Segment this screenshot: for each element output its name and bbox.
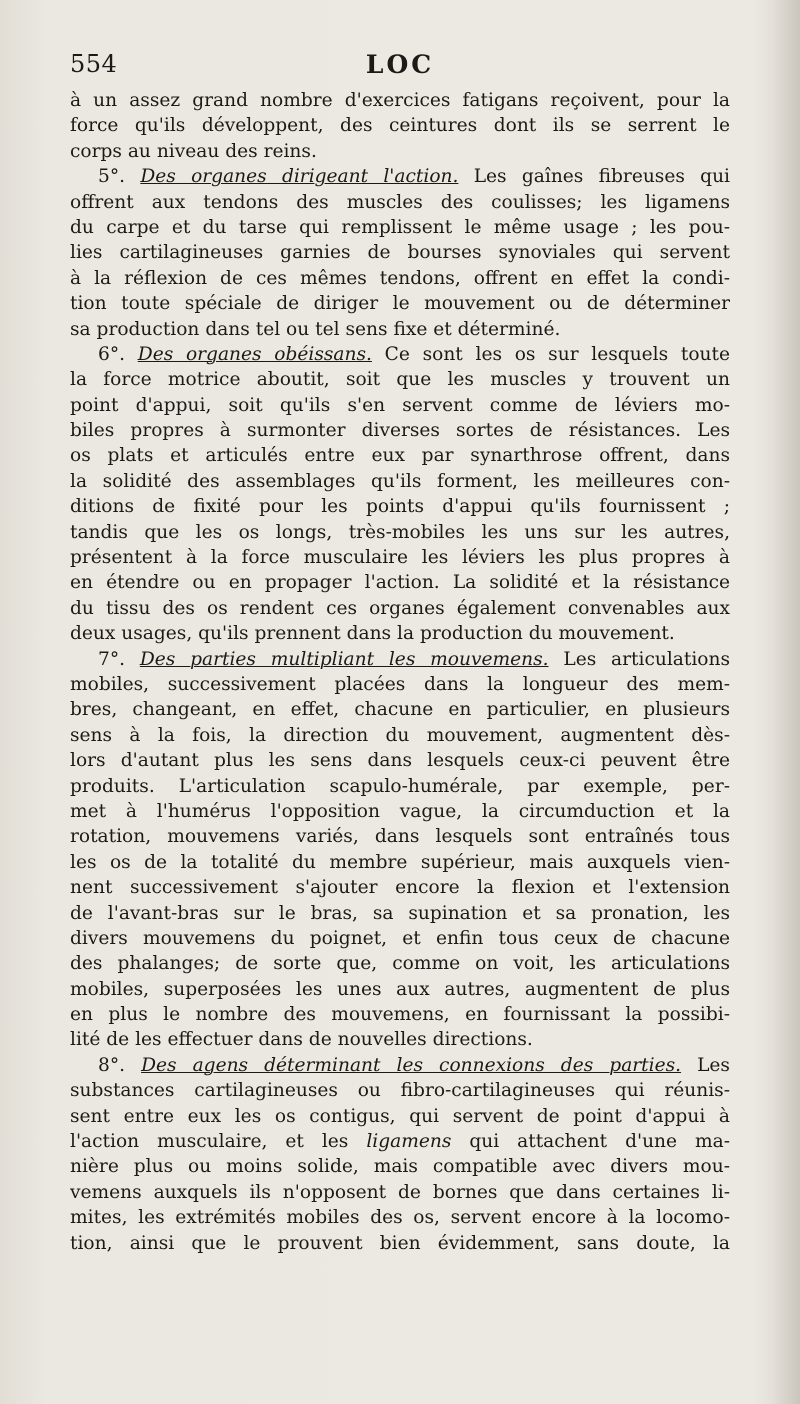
text-line [70, 723, 730, 748]
text-line [70, 621, 730, 646]
page-edge-shadow [772, 0, 800, 1404]
text-line [70, 520, 730, 545]
body-text [70, 88, 730, 1256]
section-number: 8°. [98, 1054, 126, 1076]
text-line [70, 215, 730, 240]
text-fragment: des phalanges; de sorte que, comme on voit, les articulations [70, 953, 730, 975]
text-fragment: Les gaînes fibreuses qui [458, 166, 730, 188]
text-line [70, 672, 730, 697]
page-number: 554 [70, 50, 118, 78]
text-fragment: lité de les effectuer dans de nouvelles directions. [70, 1029, 533, 1051]
text-fragment: tion, ainsi que le prouvent bien évidemment, sans doute, la [70, 1232, 730, 1254]
text-fragment: point d'appui, soit qu'ils s'en servent comme de léviers mo- [70, 394, 730, 416]
text-fragment: sent entre eux les os contigus, qui servent de point d'appui à [70, 1105, 730, 1127]
text-fragment: lors d'autant plus les sens dans lesquels ceux-ci peuvent être [70, 750, 730, 772]
text-line [70, 367, 730, 392]
text-fragment: en étendre ou en propager l'action. La solidité et la résistance [70, 572, 730, 594]
text-line [70, 1104, 730, 1129]
text-line [70, 113, 730, 138]
text-line [70, 1129, 730, 1154]
text-line [70, 901, 730, 926]
text-fragment: présentent à la force musculaire les léviers les plus propres à [70, 547, 730, 569]
text-line [70, 824, 730, 849]
text-fragment: bres, changeant, en effet, chacune en particulier, en plusieurs [70, 699, 730, 721]
text-line [70, 291, 730, 316]
text-line [70, 799, 730, 824]
text-fragment: à un assez grand nombre d'exercices fatigans reçoivent, pour la [70, 90, 730, 111]
text-fragment: deux usages, qu'ils prennent dans la production du mouvement. [70, 623, 675, 645]
section-number: 7°. [98, 648, 126, 670]
text-fragment: la solidité des assemblages qu'ils forment, les meilleures con- [70, 470, 730, 492]
text-line [70, 469, 730, 494]
text-fragment: du tissu des os rendent ces organes également convenables aux [70, 597, 730, 619]
text-fragment: mites, les extrémités mobiles des os, servent encore à la locomo- [70, 1207, 730, 1229]
text-line [70, 596, 730, 621]
text-fragment: qui attachent d'une ma- [451, 1131, 730, 1153]
text-fragment: nière plus ou moins solide, mais compatible avec divers mou- [70, 1156, 730, 1178]
page-header [70, 50, 730, 90]
text-fragment: force qu'ils développent, des ceintures dont ils se serrent le [70, 115, 730, 137]
section-number: 5°. [98, 166, 126, 188]
text-fragment: Ce sont les os sur lesquels toute [371, 343, 730, 365]
text-fragment: l'action musculaire, et les [70, 1131, 367, 1153]
text-line [70, 697, 730, 722]
text-fragment: biles propres à surmonter diverses sortes de résistances. Les [70, 420, 730, 442]
text-fragment: rotation, mouvemens variés, dans lesquels sont entraînés tous [70, 826, 730, 848]
text-line [70, 266, 730, 291]
text-fragment: tandis que les os longs, très-mobiles les uns sur les autres, [70, 521, 730, 543]
section-heading: Des parties multipliant les mouvemens. [139, 648, 549, 670]
text-line [70, 545, 730, 570]
text-line [70, 164, 730, 189]
section-heading: Des organes dirigeant l'action. [140, 166, 459, 188]
text-line [70, 875, 730, 900]
text-fragment: à la réflexion de ces mêmes tendons, offrent en effet la condi- [70, 267, 730, 289]
section-number: 6°. [98, 343, 126, 365]
text-line [70, 1027, 730, 1052]
text-fragment: la force motrice aboutit, soit que les muscles y trouvent un [70, 369, 730, 391]
text-fragment: vemens auxquels ils n'opposent de bornes que dans certaines li- [70, 1181, 730, 1203]
text-fragment: mobiles, successivement placées dans la longueur des mem- [70, 673, 730, 695]
text-fragment: Les articulations [548, 648, 730, 670]
text-line [70, 88, 730, 113]
text-fragment: ditions de fixité pour les points d'appui qu'ils fournissent ; [70, 496, 730, 518]
text-fragment: nent successivement s'ajouter encore la flexion et l'extension [70, 877, 730, 899]
text-line [70, 850, 730, 875]
text-line [70, 139, 730, 164]
text-line [70, 443, 730, 468]
text-fragment: os plats et articulés entre eux par synarthrose offrent, dans [70, 445, 730, 467]
text-line [70, 1078, 730, 1103]
text-fragment: corps au niveau des reins. [70, 140, 317, 162]
text-line [70, 1180, 730, 1205]
italic-term: ligamens [366, 1131, 452, 1153]
text-fragment: du carpe et du tarse qui remplissent le même usage ; les pou- [70, 216, 730, 238]
text-fragment: met à l'humérus l'opposition vague, la circumduction et la [70, 800, 730, 822]
text-line [70, 494, 730, 519]
text-line [70, 418, 730, 443]
text-line [70, 1002, 730, 1027]
text-fragment: substances cartilagineuses ou fibro-cartilagineuses qui réunis- [70, 1080, 730, 1102]
text-fragment: produits. L'articulation scapulo-humérale, par exemple, per- [70, 775, 730, 797]
text-fragment: lies cartilagineuses garnies de bourses synoviales qui servent [70, 242, 730, 264]
text-line [70, 1231, 730, 1256]
text-fragment: divers mouvemens du poignet, et enfin tous ceux de chacune [70, 927, 730, 949]
text-fragment: offrent aux tendons des muscles des coulisses; les ligamens [70, 191, 730, 213]
text-line [70, 647, 730, 672]
text-fragment: Les [681, 1054, 730, 1076]
text-fragment: en plus le nombre des mouvemens, en fournissant la possibi- [70, 1004, 730, 1026]
text-line [70, 951, 730, 976]
text-line [70, 977, 730, 1002]
text-line [70, 317, 730, 342]
running-head: LOC [365, 50, 435, 79]
section-heading: Des agens déterminant les connexions des parties. [141, 1054, 682, 1076]
text-fragment: de l'avant-bras sur le bras, sa supination et sa pronation, les [70, 902, 730, 924]
text-line [70, 342, 730, 367]
text-fragment: sens à la fois, la direction du mouvement, augmentent dès- [70, 724, 730, 746]
text-line [70, 926, 730, 951]
section-heading: Des organes obéissans. [137, 343, 372, 365]
text-line [70, 748, 730, 773]
text-line [70, 393, 730, 418]
text-line [70, 570, 730, 595]
text-fragment: les os de la totalité du membre supérieur, mais auxquels vien- [70, 851, 730, 873]
text-line [70, 1154, 730, 1179]
text-fragment: sa production dans tel ou tel sens fixe et déterminé. [70, 318, 561, 340]
text-line [70, 1053, 730, 1078]
text-fragment: tion toute spéciale de diriger le mouvement ou de déterminer [70, 293, 730, 315]
text-line [70, 1205, 730, 1230]
text-fragment: mobiles, superposées les unes aux autres, augmentent de plus [70, 978, 730, 1000]
text-line [70, 240, 730, 265]
text-line [70, 190, 730, 215]
text-line [70, 774, 730, 799]
